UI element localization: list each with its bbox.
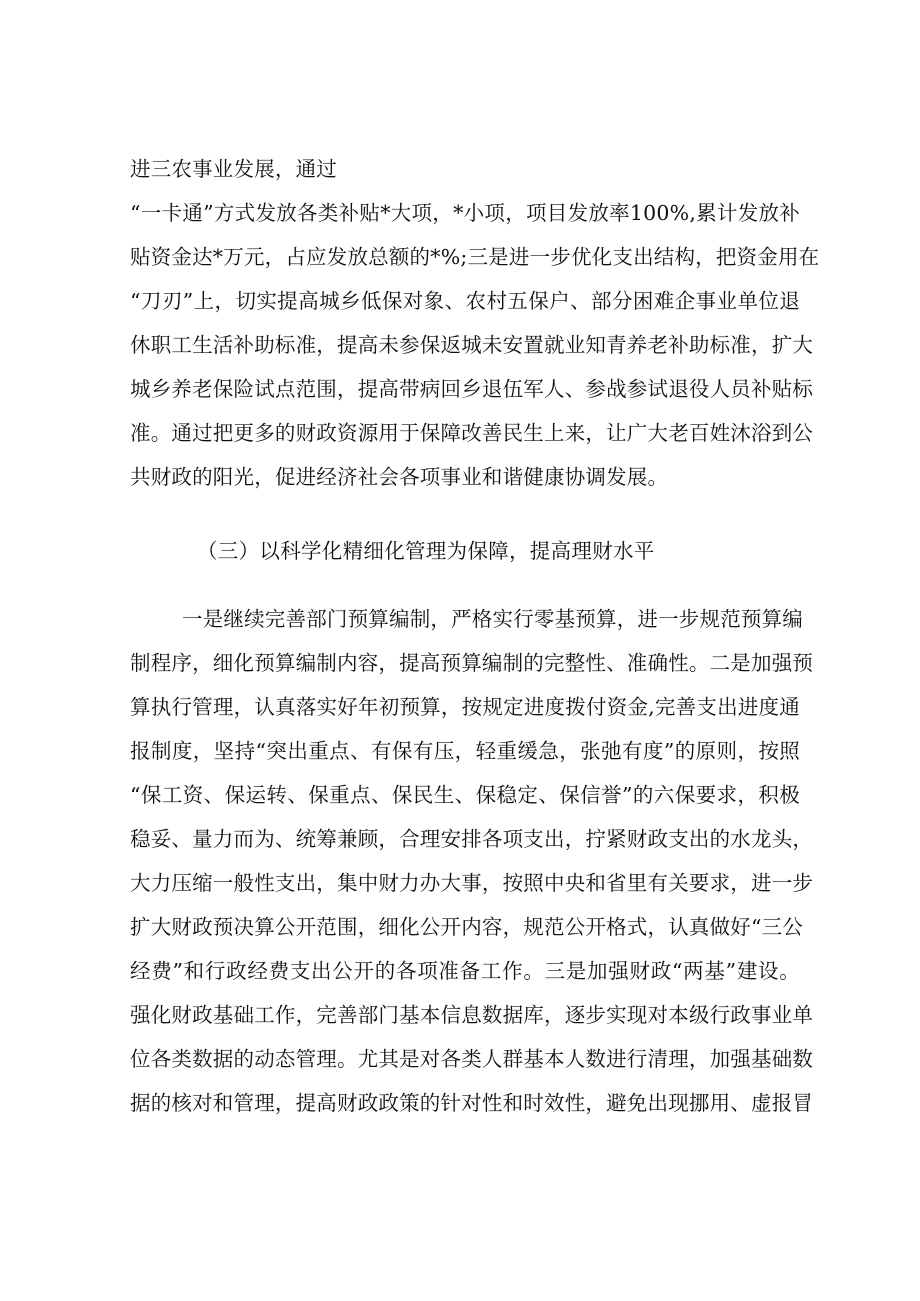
para2-line-1: 一是继续完善部门预算编制，严格实行零基预算，进一步规范预算编: [182, 607, 803, 631]
para1-line-2: “一卡通”方式发放各类补贴*大项，*小项，项目发放率100%,累计发放补: [130, 201, 800, 225]
para1-line-3: 贴资金达*万元，占应发放总额的*%;三是进一步优化支出结构，把资金用在: [130, 245, 820, 269]
para2-line-5: “保工资、保运转、保重点、保民生、保稳定、保信誉”的六保要求，积极: [130, 783, 800, 807]
para2-line-2: 制程序，细化预算编制内容，提高预算编制的完整性、准确性。二是加强预: [130, 651, 814, 675]
para1-line-1: 进三农事业发展，通过: [130, 157, 337, 181]
para2-line-9: 经费”和行政经费支出公开的各项准备工作。三是加强财政“两基”建设。: [130, 959, 800, 983]
para2-line-8: 扩大财政预决算公开范围，细化公开内容，规范公开格式，认真做好“三公: [130, 915, 804, 939]
para2-line-12: 据的核对和管理，提高财政政策的针对性和时效性，避免出现挪用、虚报冒: [130, 1091, 814, 1115]
para1-line-5: 休职工生活补助标准，提高未参保返城未安置就业知青养老补助标准，扩大: [130, 333, 814, 357]
para2-line-7: 大力压缩一般性支出，集中财力办大事，按照中央和省里有关要求，进一步: [130, 871, 814, 895]
para2-line-10: 强化财政基础工作，完善部门基本信息数据库，逐步实现对本级行政事业单: [130, 1003, 814, 1027]
para2-line-3: 算执行管理，认真落实好年初预算，按规定进度拨付资金,完善支出进度通: [130, 695, 800, 719]
para1-line-8: 共财政的阳光，促进经济社会各项事业和谐健康协调发展。: [130, 465, 669, 489]
para2-line-6: 稳妥、量力而为、统筹兼顾，合理安排各项支出，拧紧财政支出的水龙头，: [130, 827, 814, 851]
section-heading: （三）以科学化精细化管理为保障，提高理财水平: [197, 539, 655, 563]
para1-line-4: “刀刃”上，切实提高城乡低保对象、农村五保户、部分困难企事业单位退: [130, 289, 800, 313]
para2-line-11: 位各类数据的动态管理。尤其是对各类人群基本人数进行清理，加强基础数: [130, 1047, 814, 1071]
para2-line-4: 报制度，坚持“突出重点、有保有压，轻重缓急，张弛有度”的原则，按照: [130, 739, 800, 763]
para1-line-6: 城乡养老保险试点范围，提高带病回乡退伍军人、参战参试退役人员补贴标: [130, 377, 814, 401]
para1-line-7: 准。通过把更多的财政资源用于保障改善民生上来，让广大老百姓沐浴到公: [130, 421, 814, 445]
